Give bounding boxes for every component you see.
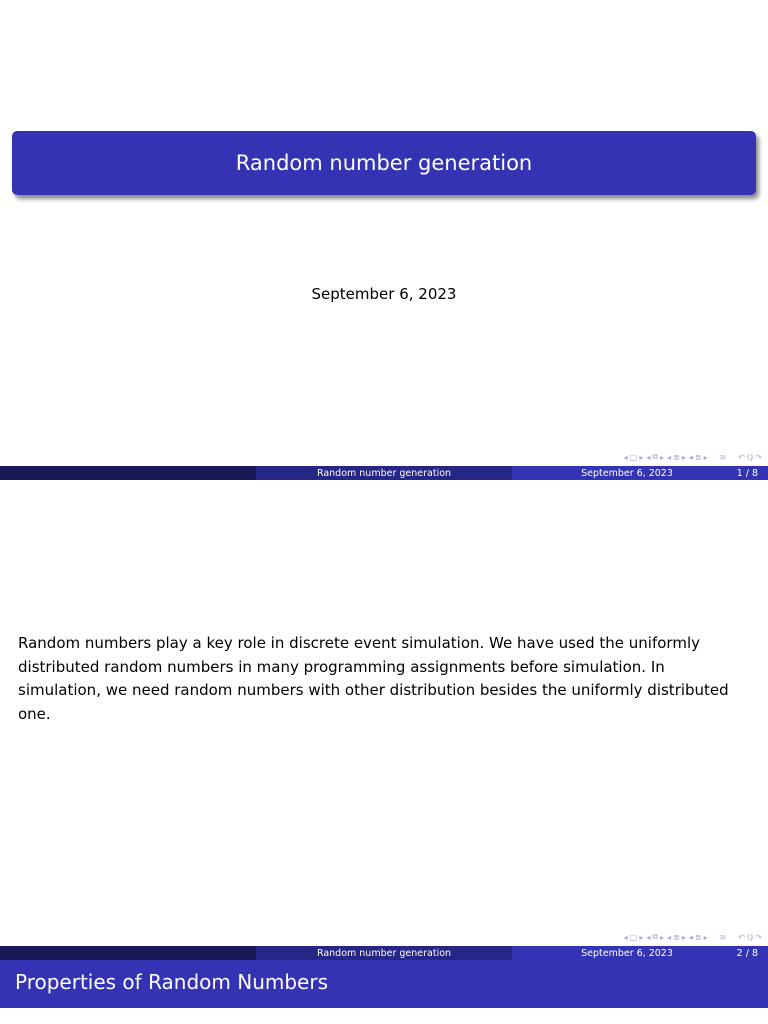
nav-doc-group	[689, 933, 708, 942]
nav-back-icon[interactable]: ↶	[738, 932, 745, 942]
nav-align-icon[interactable]: ≋	[719, 452, 727, 462]
nav-doc-left-icon[interactable]: ◂	[688, 932, 693, 942]
footer-date: September 6, 2023	[581, 467, 673, 479]
nav-align-icon[interactable]: ≋	[719, 932, 727, 942]
footline	[0, 466, 768, 480]
nav-search-icon[interactable]: ℚ	[747, 452, 754, 462]
footer-author	[0, 466, 256, 480]
presentation-date: September 6, 2023	[311, 285, 457, 303]
nav-forward-icon[interactable]: ↷	[755, 452, 762, 462]
nav-search-group	[738, 933, 762, 942]
footer-title-text: Random number generation	[316, 467, 452, 479]
nav-section-group	[667, 453, 686, 462]
nav-subsection-icon[interactable]: ⧉	[652, 932, 659, 941]
nav-section-right-icon[interactable]: ▸	[681, 932, 686, 942]
footer-date-cell	[512, 466, 768, 480]
nav-frame-icon[interactable]: □	[629, 932, 638, 942]
frame-title: Properties of Random Numbers	[15, 970, 328, 994]
nav-subsection-left-icon[interactable]: ◂	[646, 932, 651, 942]
footer-page-number: 1 / 8	[736, 467, 758, 479]
nav-frame-left-icon[interactable]: ◂	[623, 932, 628, 942]
nav-doc-icon[interactable]: ≣	[694, 932, 702, 942]
footer-page-number: 2 / 8	[736, 947, 758, 959]
footline	[0, 946, 768, 960]
nav-subsection-icon[interactable]: ⧉	[652, 452, 659, 461]
nav-frame-group	[624, 933, 644, 942]
slide-3	[0, 960, 768, 1024]
nav-search-group	[738, 453, 762, 462]
nav-forward-icon[interactable]: ↷	[755, 932, 762, 942]
navigation-symbols	[624, 931, 762, 943]
nav-doc-right-icon[interactable]: ▸	[703, 452, 708, 462]
nav-back-icon[interactable]: ↶	[738, 452, 745, 462]
footer-title-text: Random number generation	[316, 947, 452, 959]
nav-frame-left-icon[interactable]: ◂	[623, 452, 628, 462]
nav-doc-group	[689, 453, 708, 462]
nav-subsection-right-icon[interactable]: ▸	[660, 452, 665, 462]
nav-section-icon[interactable]: ≣	[673, 452, 680, 462]
footer-date: September 6, 2023	[581, 947, 673, 959]
nav-frame-right-icon[interactable]: ▸	[639, 452, 644, 462]
nav-section-group	[667, 933, 686, 942]
footer-title	[256, 946, 512, 960]
nav-section-left-icon[interactable]: ◂	[667, 932, 672, 942]
body-paragraph: Random numbers play a key role in discrete event simulation. We have used the uniformly distributed random numbers in many programming assignments before simulation. In simulation, we need random numbers with other distribution besides the uniformly distributed one.	[18, 634, 729, 723]
slide-2	[0, 480, 768, 960]
frame-title-bar	[0, 960, 768, 1008]
slide-1	[0, 0, 768, 480]
navigation-symbols	[624, 451, 762, 463]
footer-date-cell	[512, 946, 768, 960]
nav-frame-group	[624, 453, 644, 462]
footer-title	[256, 466, 512, 480]
nav-doc-right-icon[interactable]: ▸	[703, 932, 708, 942]
title-box	[12, 131, 756, 195]
presentation-title: Random number generation	[235, 151, 533, 175]
nav-subsection-left-icon[interactable]: ◂	[646, 452, 651, 462]
nav-frame-icon[interactable]: □	[629, 452, 638, 462]
nav-subsection-group	[646, 932, 664, 942]
nav-subsection-right-icon[interactable]: ▸	[660, 932, 665, 942]
nav-section-left-icon[interactable]: ◂	[667, 452, 672, 462]
nav-doc-icon[interactable]: ≣	[694, 452, 702, 462]
nav-section-icon[interactable]: ≣	[673, 932, 680, 942]
footer-author	[0, 946, 256, 960]
nav-section-right-icon[interactable]: ▸	[681, 452, 686, 462]
nav-doc-left-icon[interactable]: ◂	[688, 452, 693, 462]
nav-subsection-group	[646, 452, 664, 462]
nav-frame-right-icon[interactable]: ▸	[639, 932, 644, 942]
nav-search-icon[interactable]: ℚ	[747, 932, 754, 942]
